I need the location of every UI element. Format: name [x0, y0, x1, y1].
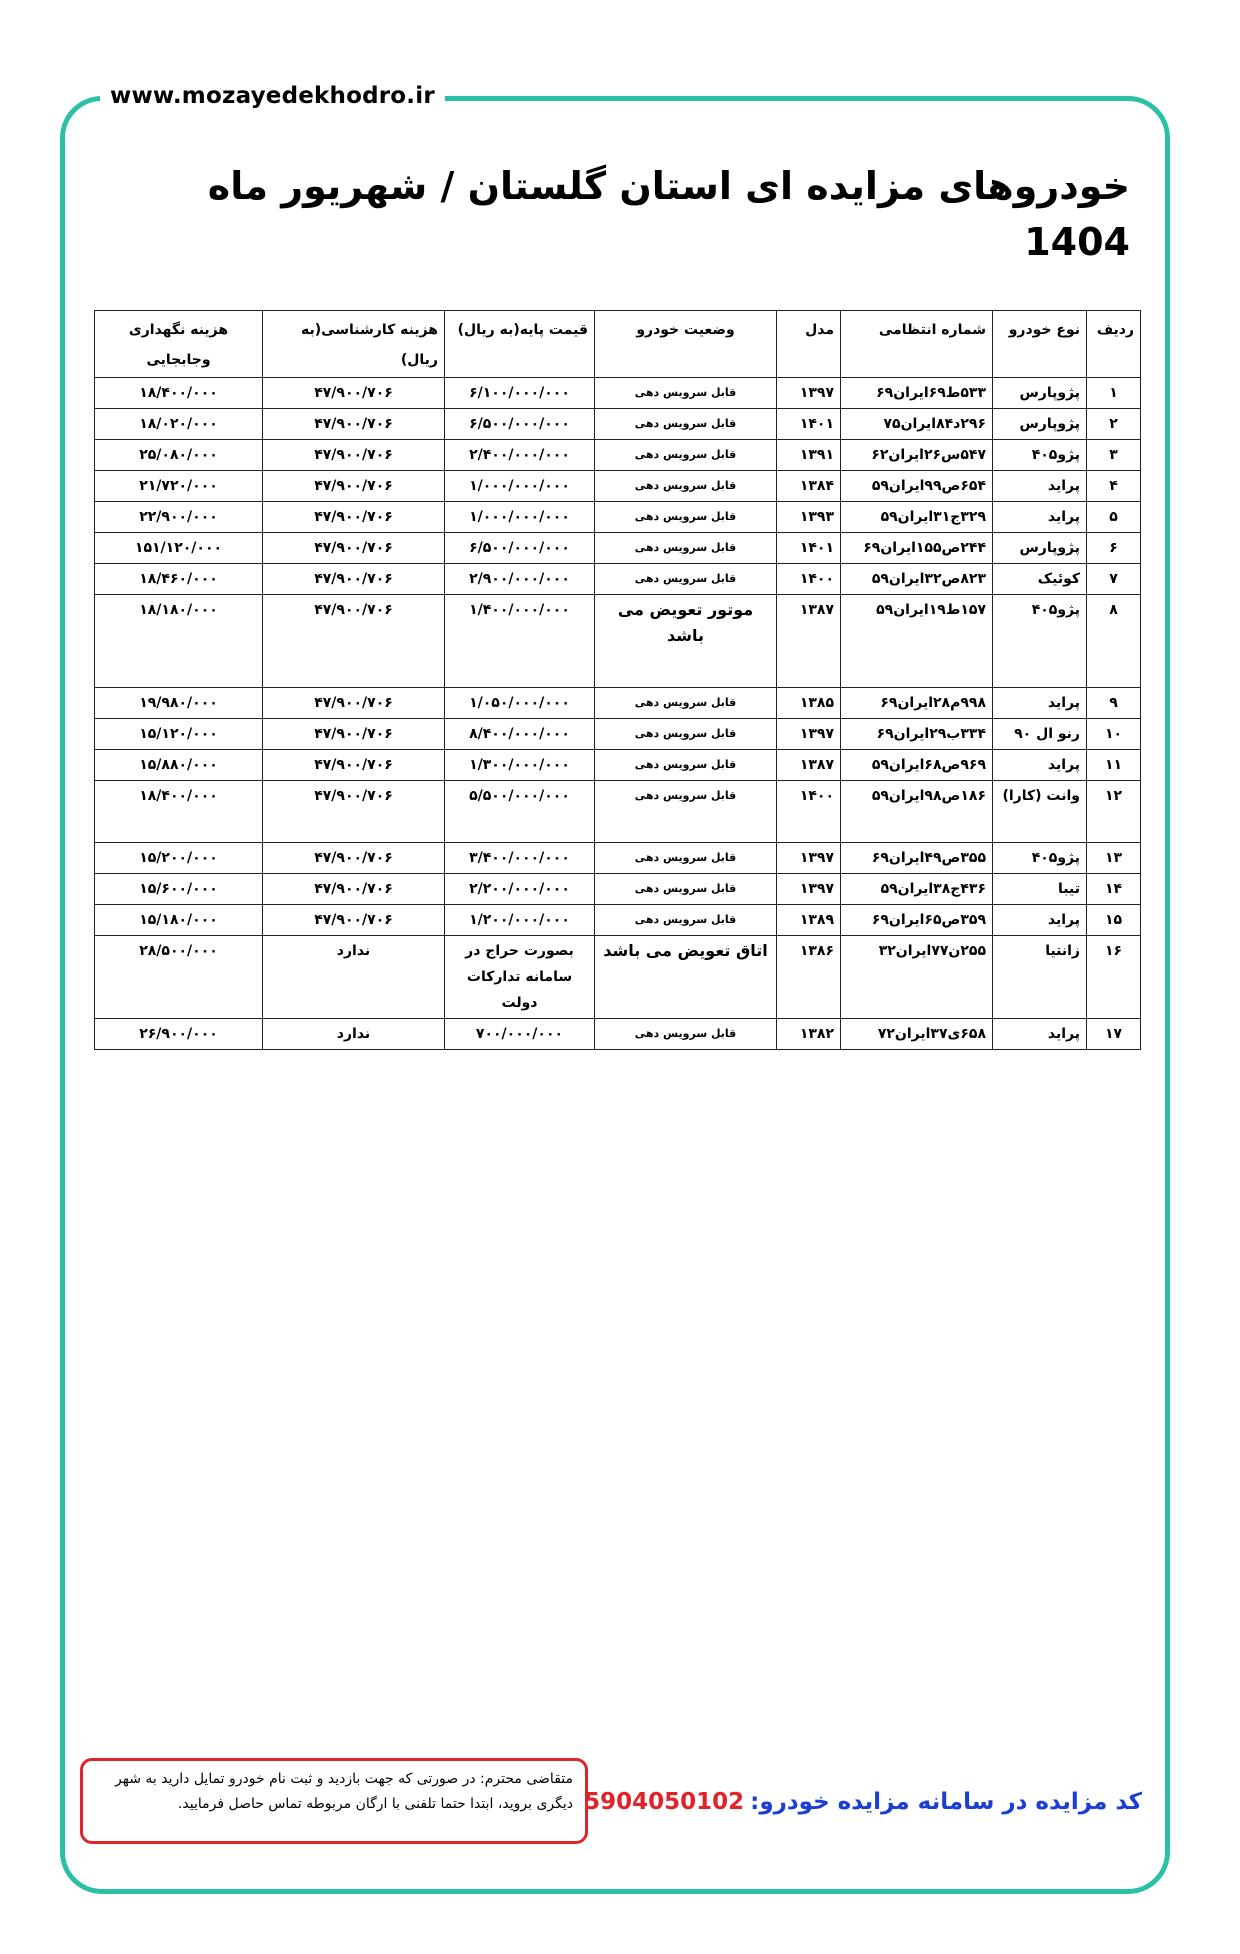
cell-model: ۱۳۸۶: [777, 936, 841, 1019]
cell-plate: ۳۲۹ج۳۱ایران۵۹: [841, 502, 993, 533]
cell-model: ۱۳۹۷: [777, 843, 841, 874]
vehicles-table: [94, 310, 1141, 1050]
cell-expert-cost: ندارد: [263, 1019, 445, 1050]
cell-model: ۱۳۸۴: [777, 471, 841, 502]
cell-vehicle-type: تیبا: [993, 874, 1087, 905]
cell-vehicle-type: پژوپارس: [993, 409, 1087, 440]
notice-box: متقاضی محترم: در صورتی که جهت بازدید و ثبت نام خودرو تمایل دارید به شهر دیگری بروید، ابتدا حتما تلفنی با ارگان مربوطه تماس حاصل فرمایید.: [80, 1758, 588, 1844]
cell-status: قابل سرویس دهی: [595, 750, 777, 781]
cell-parking-cost: ۱۵/۶۰۰/۰۰۰: [95, 874, 263, 905]
cell-expert-cost: ۴۷/۹۰۰/۷۰۶: [263, 378, 445, 409]
cell-model: ۱۳۹۷: [777, 719, 841, 750]
cell-parking-cost: ۲۵/۰۸۰/۰۰۰: [95, 440, 263, 471]
cell-base-price: ۱/۳۰۰/۰۰۰/۰۰۰: [445, 750, 595, 781]
page-title: خودروهای مزایده ای استان گلستان / شهریور ماه 1404: [207, 164, 1130, 264]
cell-expert-cost: ۴۷/۹۰۰/۷۰۶: [263, 595, 445, 688]
cell-plate: ۳۵۹ص۶۵ایران۶۹: [841, 905, 993, 936]
table-row: [95, 874, 1141, 905]
cell-plate: ۶۵۴ص۹۹ایران۵۹: [841, 471, 993, 502]
cell-base-price: ۶/۵۰۰/۰۰۰/۰۰۰: [445, 533, 595, 564]
cell-status: قابل سرویس دهی: [595, 843, 777, 874]
header-status: وضعیت خودرو: [595, 311, 777, 378]
header-parking-cost: هزینه نگهداری وجابجایی: [95, 311, 263, 378]
cell-plate: ۱۵۷ط۱۹ایران۵۹: [841, 595, 993, 688]
table-row: [95, 564, 1141, 595]
cell-base-price: ۵/۵۰۰/۰۰۰/۰۰۰: [445, 781, 595, 843]
table-row: [95, 781, 1141, 843]
cell-model: ۱۴۰۰: [777, 564, 841, 595]
cell-plate: ۹۶۹ص۶۸ایران۵۹: [841, 750, 993, 781]
cell-plate: ۳۳۴ب۲۹ایران۶۹: [841, 719, 993, 750]
table-row: [95, 688, 1141, 719]
cell-status: قابل سرویس دهی: [595, 502, 777, 533]
cell-parking-cost: ۲۱/۷۲۰/۰۰۰: [95, 471, 263, 502]
cell-status: قابل سرویس دهی: [595, 533, 777, 564]
cell-vehicle-type: پژو۴۰۵: [993, 440, 1087, 471]
cell-expert-cost: ۴۷/۹۰۰/۷۰۶: [263, 564, 445, 595]
table-row: [95, 719, 1141, 750]
cell-expert-cost: ۴۷/۹۰۰/۷۰۶: [263, 781, 445, 843]
cell-plate: ۲۵۵ن۷۷ایران۳۲: [841, 936, 993, 1019]
cell-status: قابل سرویس دهی: [595, 874, 777, 905]
cell-status: قابل سرویس دهی: [595, 1019, 777, 1050]
cell-base-price: ۱/۲۰۰/۰۰۰/۰۰۰: [445, 905, 595, 936]
cell-parking-cost: ۲۶/۹۰۰/۰۰۰: [95, 1019, 263, 1050]
cell-status: قابل سرویس دهی: [595, 781, 777, 843]
cell-plate: ۳۵۵ص۴۹ایران۶۹: [841, 843, 993, 874]
cell-expert-cost: ۴۷/۹۰۰/۷۰۶: [263, 688, 445, 719]
cell-model: ۱۴۰۱: [777, 409, 841, 440]
cell-base-price: بصورت حراج در سامانه تدارکات دولت: [445, 936, 595, 1019]
cell-status: قابل سرویس دهی: [595, 440, 777, 471]
cell-expert-cost: ۴۷/۹۰۰/۷۰۶: [263, 502, 445, 533]
cell-expert-cost: ۴۷/۹۰۰/۷۰۶: [263, 843, 445, 874]
cell-expert-cost: ۴۷/۹۰۰/۷۰۶: [263, 750, 445, 781]
table-row: [95, 409, 1141, 440]
cell-base-price: ۲/۹۰۰/۰۰۰/۰۰۰: [445, 564, 595, 595]
cell-row-number: ۱۲: [1087, 781, 1141, 843]
cell-status: قابل سرویس دهی: [595, 688, 777, 719]
header-vehicle-type: نوع خودرو: [993, 311, 1087, 378]
cell-model: ۱۳۹۱: [777, 440, 841, 471]
cell-status: قابل سرویس دهی: [595, 471, 777, 502]
cell-model: ۱۳۸۲: [777, 1019, 841, 1050]
cell-row-number: ۱: [1087, 378, 1141, 409]
cell-row-number: ۱۵: [1087, 905, 1141, 936]
cell-parking-cost: ۱۵/۲۰۰/۰۰۰: [95, 843, 263, 874]
cell-vehicle-type: وانت (کارا): [993, 781, 1087, 843]
cell-status: قابل سرویس دهی: [595, 905, 777, 936]
header-expert-cost: هزینه کارشناسی(به ریال): [263, 311, 445, 378]
cell-vehicle-type: پراید: [993, 471, 1087, 502]
cell-plate: ۴۳۶ج۳۸ایران۵۹: [841, 874, 993, 905]
cell-base-price: ۱/۰۵۰/۰۰۰/۰۰۰: [445, 688, 595, 719]
cell-vehicle-type: پژو۴۰۵: [993, 595, 1087, 688]
cell-base-price: ۸/۴۰۰/۰۰۰/۰۰۰: [445, 719, 595, 750]
cell-plate: ۵۴۷س۲۶ایران۶۲: [841, 440, 993, 471]
table-row: [95, 905, 1141, 936]
cell-plate: ۸۲۳ص۳۲ایران۵۹: [841, 564, 993, 595]
cell-parking-cost: ۱۵/۱۲۰/۰۰۰: [95, 719, 263, 750]
cell-plate: ۲۴۴ص۱۵۵ایران۶۹: [841, 533, 993, 564]
cell-model: ۱۳۸۵: [777, 688, 841, 719]
cell-parking-cost: ۱۸/۱۸۰/۰۰۰: [95, 595, 263, 688]
cell-parking-cost: ۲۲/۹۰۰/۰۰۰: [95, 502, 263, 533]
cell-vehicle-type: پژو۴۰۵: [993, 843, 1087, 874]
cell-vehicle-type: پراید: [993, 502, 1087, 533]
cell-model: ۱۴۰۰: [777, 781, 841, 843]
cell-vehicle-type: پراید: [993, 1019, 1087, 1050]
cell-expert-cost: ۴۷/۹۰۰/۷۰۶: [263, 409, 445, 440]
cell-model: ۱۴۰۱: [777, 533, 841, 564]
table-row: [95, 440, 1141, 471]
cell-status: موتور تعویض می باشد: [595, 595, 777, 688]
cell-model: ۱۳۹۷: [777, 378, 841, 409]
cell-status: قابل سرویس دهی: [595, 564, 777, 595]
cell-model: ۱۳۹۳: [777, 502, 841, 533]
cell-status: قابل سرویس دهی: [595, 378, 777, 409]
header-row-number: ردیف: [1087, 311, 1141, 378]
cell-plate: ۱۸۶ص۹۸ایران۵۹: [841, 781, 993, 843]
cell-status: قابل سرویس دهی: [595, 719, 777, 750]
table-row: [95, 843, 1141, 874]
cell-parking-cost: ۱۵۱/۱۲۰/۰۰۰: [95, 533, 263, 564]
table-row: [95, 936, 1141, 1019]
cell-vehicle-type: پراید: [993, 750, 1087, 781]
cell-expert-cost: ۴۷/۹۰۰/۷۰۶: [263, 719, 445, 750]
header-base-price: قیمت پایه(به ریال): [445, 311, 595, 378]
site-url[interactable]: www.mozayedekhodro.ir: [100, 78, 445, 114]
cell-plate: ۵۳۳ط۶۹ایران۶۹: [841, 378, 993, 409]
cell-model: ۱۳۸۷: [777, 595, 841, 688]
cell-parking-cost: ۱۹/۹۸۰/۰۰۰: [95, 688, 263, 719]
auction-code-label: کد مزایده در سامانه مزایده خودرو:: [750, 1789, 1142, 1815]
cell-base-price: ۱/۰۰۰/۰۰۰/۰۰۰: [445, 502, 595, 533]
auction-code-number: 5904050102: [584, 1789, 745, 1815]
cell-status: قابل سرویس دهی: [595, 409, 777, 440]
cell-expert-cost: ندارد: [263, 936, 445, 1019]
cell-base-price: ۲/۴۰۰/۰۰۰/۰۰۰: [445, 440, 595, 471]
cell-row-number: ۷: [1087, 564, 1141, 595]
cell-parking-cost: ۱۸/۴۰۰/۰۰۰: [95, 378, 263, 409]
cell-status: اتاق تعویض می باشد: [595, 936, 777, 1019]
cell-base-price: ۱/۴۰۰/۰۰۰/۰۰۰: [445, 595, 595, 688]
cell-model: ۱۳۸۷: [777, 750, 841, 781]
cell-vehicle-type: زانتیا: [993, 936, 1087, 1019]
cell-vehicle-type: پژوپارس: [993, 533, 1087, 564]
cell-parking-cost: ۱۵/۸۸۰/۰۰۰: [95, 750, 263, 781]
cell-vehicle-type: کوئیک: [993, 564, 1087, 595]
cell-parking-cost: ۱۸/۴۰۰/۰۰۰: [95, 781, 263, 843]
cell-row-number: ۱۳: [1087, 843, 1141, 874]
cell-vehicle-type: پراید: [993, 688, 1087, 719]
cell-model: ۱۳۸۹: [777, 905, 841, 936]
cell-row-number: ۱۴: [1087, 874, 1141, 905]
cell-row-number: ۱۱: [1087, 750, 1141, 781]
cell-row-number: ۶: [1087, 533, 1141, 564]
cell-model: ۱۳۹۷: [777, 874, 841, 905]
cell-row-number: ۴: [1087, 471, 1141, 502]
cell-vehicle-type: پراید: [993, 905, 1087, 936]
table-row: [95, 533, 1141, 564]
cell-parking-cost: ۲۸/۵۰۰/۰۰۰: [95, 936, 263, 1019]
table-body: [95, 378, 1141, 1050]
table-row: [95, 502, 1141, 533]
cell-parking-cost: ۱۵/۱۸۰/۰۰۰: [95, 905, 263, 936]
cell-base-price: ۷۰۰/۰۰۰/۰۰۰: [445, 1019, 595, 1050]
cell-base-price: ۲/۲۰۰/۰۰۰/۰۰۰: [445, 874, 595, 905]
cell-plate: ۹۹۸م۲۸ایران۶۹: [841, 688, 993, 719]
table-row: [95, 378, 1141, 409]
cell-plate: ۶۵۸ی۳۷ایران۷۲: [841, 1019, 993, 1050]
cell-expert-cost: ۴۷/۹۰۰/۷۰۶: [263, 471, 445, 502]
cell-base-price: ۱/۰۰۰/۰۰۰/۰۰۰: [445, 471, 595, 502]
cell-expert-cost: ۴۷/۹۰۰/۷۰۶: [263, 905, 445, 936]
cell-parking-cost: ۱۸/۰۲۰/۰۰۰: [95, 409, 263, 440]
table-header-row: [95, 311, 1141, 378]
cell-parking-cost: ۱۸/۴۶۰/۰۰۰: [95, 564, 263, 595]
table-row: [95, 1019, 1141, 1050]
cell-row-number: ۱۰: [1087, 719, 1141, 750]
cell-vehicle-type: رنو ال ۹۰: [993, 719, 1087, 750]
cell-expert-cost: ۴۷/۹۰۰/۷۰۶: [263, 533, 445, 564]
cell-row-number: ۱۷: [1087, 1019, 1141, 1050]
header-plate: شماره انتظامی: [841, 311, 993, 378]
cell-row-number: ۵: [1087, 502, 1141, 533]
cell-expert-cost: ۴۷/۹۰۰/۷۰۶: [263, 874, 445, 905]
table-row: [95, 595, 1141, 688]
table-row: [95, 750, 1141, 781]
cell-base-price: ۳/۴۰۰/۰۰۰/۰۰۰: [445, 843, 595, 874]
cell-row-number: ۸: [1087, 595, 1141, 688]
cell-row-number: ۱۶: [1087, 936, 1141, 1019]
cell-row-number: ۹: [1087, 688, 1141, 719]
cell-base-price: ۶/۱۰۰/۰۰۰/۰۰۰: [445, 378, 595, 409]
cell-row-number: ۳: [1087, 440, 1141, 471]
cell-vehicle-type: پژوپارس: [993, 378, 1087, 409]
cell-row-number: ۲: [1087, 409, 1141, 440]
cell-expert-cost: ۴۷/۹۰۰/۷۰۶: [263, 440, 445, 471]
table-row: [95, 471, 1141, 502]
cell-plate: ۲۹۶د۸۴ایران۷۵: [841, 409, 993, 440]
cell-base-price: ۶/۵۰۰/۰۰۰/۰۰۰: [445, 409, 595, 440]
header-model: مدل: [777, 311, 841, 378]
auction-code: [584, 1786, 1142, 1818]
